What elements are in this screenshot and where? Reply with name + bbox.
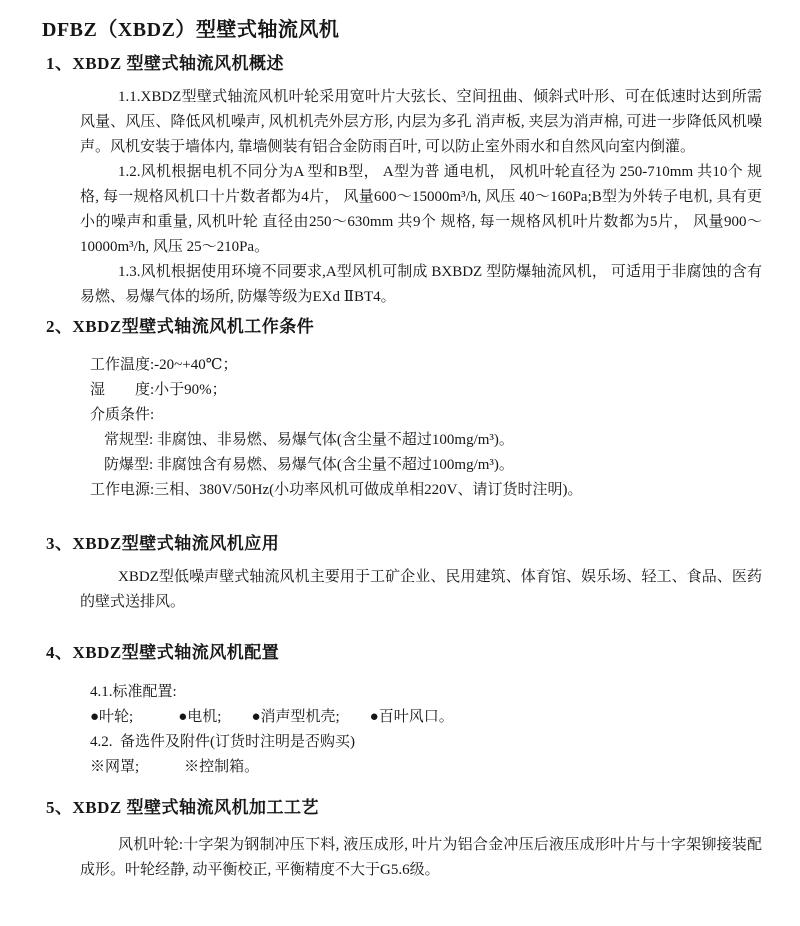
config-optional-label: 4.2. 备选件及附件(订货时注明是否购买): [90, 734, 355, 750]
condition-medium-label: 介质条件:: [90, 407, 155, 423]
config-standard-label: 4.1.标准配置:: [90, 684, 177, 700]
config-standard-items: ●叶轮; ●电机; ●消声型机壳; ●百叶风口。: [90, 709, 454, 725]
section-5-paragraph: 风机叶轮:十字架为钢制冲压下料, 液压成形, 叶片为铝合金冲压后液压成形叶片与十字架铆接装配成形。叶轮经静, 动平衡校正, 平衡精度不大于G5.6级。: [80, 837, 762, 878]
condition-standard-type: 常规型: 非腐蚀、非易燃、易爆气体(含尘量不超过100mg/m³)。: [104, 432, 514, 448]
section-1-paragraph-1-2: 1.2.风机根据电机不同分为A 型和B型， A型为普 通电机， 风机叶轮直径为 250-710mm 共10个 规格, 每一规格风机口十片数者都为4片， 风量600～15000m³/h, 风压 40～160Pa;B型为外转子电机, 具有更小的噪声和重量, 风机叶轮 直径由250～630mm 共9个 规格, 每一规格风机叶片数都为5片， 风量900～10000m³/h, 风压 25～210Pa。: [80, 164, 762, 255]
document-title: DFBZ（XBDZ）型壁式轴流风机: [42, 19, 340, 41]
section-4-heading: 4、XBDZ型壁式轴流风机配置: [46, 643, 280, 662]
section-5-heading: 5、XBDZ 型壁式轴流风机加工工艺: [46, 798, 319, 817]
condition-temperature: 工作温度:-20~+40℃；: [90, 357, 238, 373]
configuration-list: [90, 680, 762, 780]
working-conditions-list: [90, 353, 762, 503]
section-2-heading: 2、XBDZ型壁式轴流风机工作条件: [46, 317, 315, 336]
section-1-paragraph-1-3: 1.3.风机根据使用环境不同要求,A型风机可制成 BXBDZ 型防爆轴流风机， 可适用于非腐蚀的含有易燃、易爆气体的场所, 防爆等级为EXd ⅡBT4。: [80, 264, 762, 305]
section-3-paragraph: XBDZ型低噪声壁式轴流风机主要用于工矿企业、民用建筑、体育馆、娱乐场、轻工、食品、医药的壁式送排风。: [80, 569, 762, 610]
condition-humidity: 湿 度:小于90%；: [90, 382, 227, 398]
section-1-heading: 1、XBDZ 型壁式轴流风机概述: [46, 54, 284, 73]
condition-explosion-proof-type: 防爆型: 非腐蚀含有易燃、易爆气体(含尘量不超过100mg/m³)。: [104, 457, 514, 473]
section-3-heading: 3、XBDZ型壁式轴流风机应用: [46, 534, 280, 553]
config-optional-items: ※网罩; ※控制箱。: [90, 759, 260, 775]
condition-power-supply: 工作电源:三相、380V/50Hz(小功率风机可做成单相220V、请订货时注明)。: [90, 482, 583, 498]
section-1-paragraph-1-1: 1.1.XBDZ型壁式轴流风机叶轮采用宽叶片大弦长、空间扭曲、倾斜式叶形、可在低速时达到所需风量、风压、降低风机噪声, 风机机壳外层方形, 内层为多孔 消声板, 夹层为消声棉, 可进一步降低风机噪声。风机安装于墙体内, 靠墙侧装有铝合金防雨百叶, 可以防止室外雨水和自然风向室内倒灌。: [80, 89, 762, 155]
